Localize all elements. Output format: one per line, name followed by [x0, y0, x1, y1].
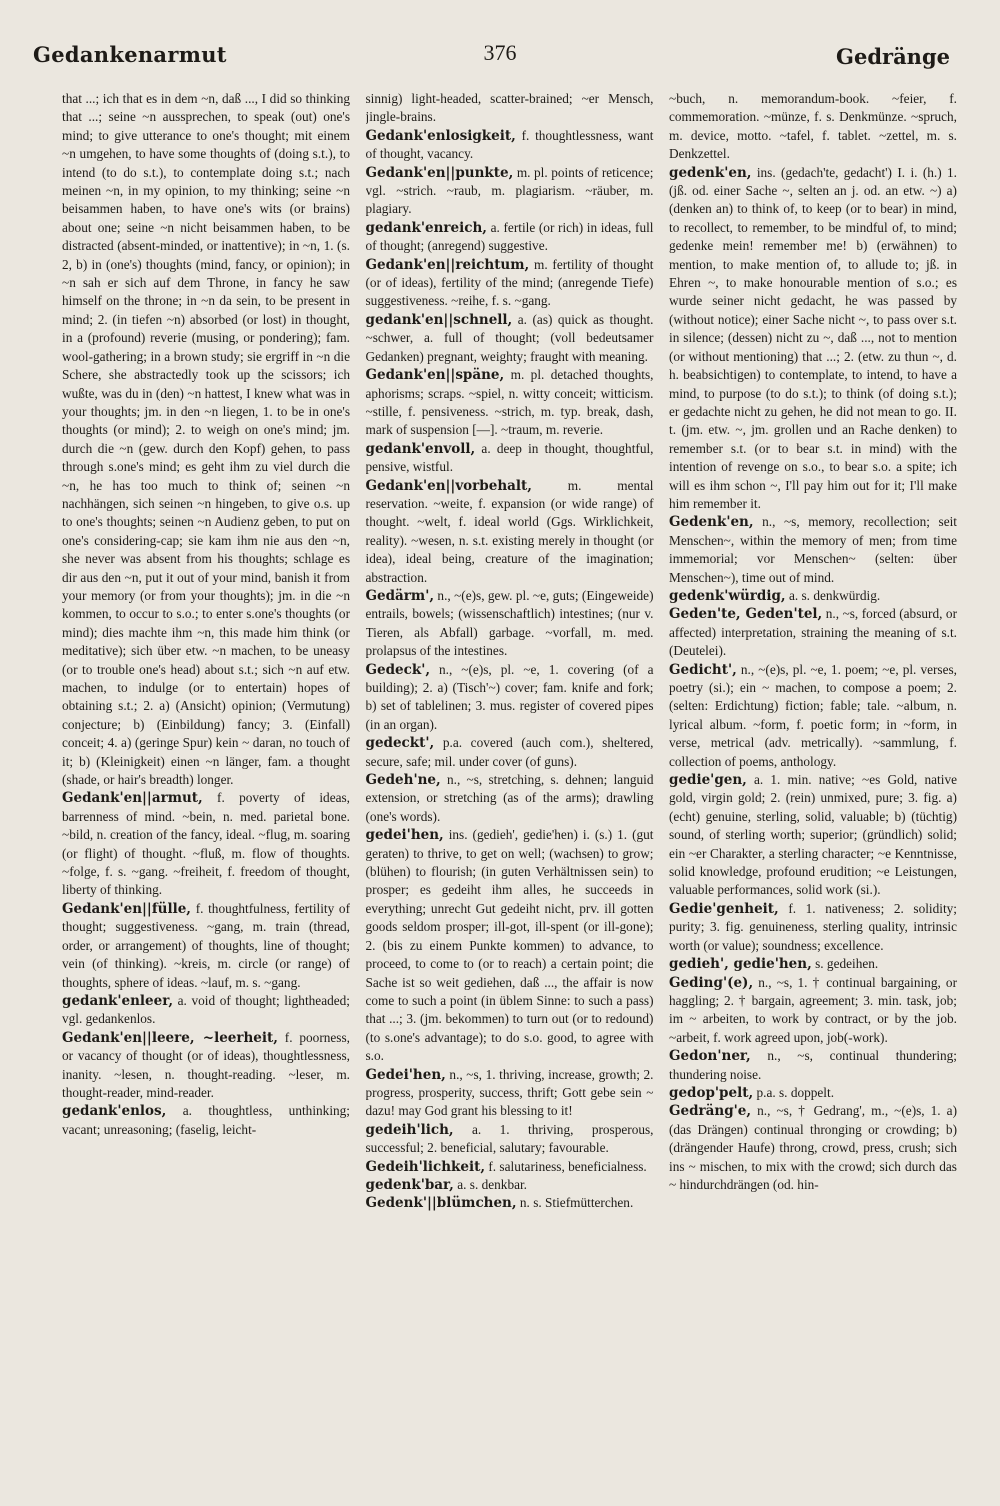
- dictionary-entry: [62, 789, 350, 899]
- dictionary-entry: [366, 90, 654, 127]
- entry-definition: a. s. denkwürdig.: [788, 587, 881, 603]
- entry-definition: f. 1. nativeness; 2. solidity; purity; 3. fig. genuineness, sterling quality, intrinsic worth (or value); soundness; excellence.: [669, 900, 957, 953]
- dictionary-entry: [669, 661, 957, 771]
- dictionary-entry: [366, 366, 654, 440]
- entry-headword: Geden'te, Geden'tel,: [669, 606, 823, 623]
- entry-definition: n., ~s, forced (absurd, or affected) interpretation, straining the meaning of s.t. (Deutelei).: [669, 606, 957, 659]
- entry-headword: Gedank'en||leere, ~leerheit,: [62, 1029, 278, 1046]
- entry-headword: Geding'(e),: [669, 974, 754, 991]
- dictionary-entry: [366, 219, 654, 256]
- entry-headword: Gedeck',: [365, 661, 431, 678]
- entry-headword: gedeih'lich,: [365, 1121, 454, 1138]
- dictionary-entry: [366, 440, 654, 477]
- entry-definition: n., ~s, stretching, s. dehnen; languid extension, or stretching (as of the arms); drawling (one's words).: [365, 772, 654, 824]
- entry-headword: Gedank'en||vorbehalt,: [365, 477, 532, 494]
- entry-definition: f. salutariness, beneficialness.: [488, 1158, 647, 1174]
- dictionary-entry: [62, 90, 350, 789]
- dictionary-entry: [669, 1084, 957, 1102]
- entry-headword: gedenk'en,: [669, 164, 752, 181]
- entry-definition: f. thoughtlessness, want of thought, vacancy.: [365, 127, 654, 162]
- dictionary-entry: [669, 771, 957, 900]
- dictionary-entry: [366, 311, 654, 366]
- dictionary-entry: [366, 1176, 654, 1194]
- dictionary-entry: [669, 164, 957, 514]
- entry-definition: n., ~(e)s, gew. pl. ~e, guts; (Eingeweide) entrails, bowels; (wissenschaftlich) intestines; (nur v. Tieren, als Abfall) garbage. ~vorfall, m. med. prolapsus of the intestines.: [365, 587, 654, 659]
- dictionary-entry: [669, 974, 957, 1048]
- entry-headword: Gedank'enlosigkeit,: [365, 127, 516, 144]
- dictionary-entry: [669, 90, 957, 164]
- entry-headword: Gedicht',: [669, 661, 737, 678]
- entry-definition: n., ~s, 1. † continual bargaining, or haggling; 2. † bargain, agreement; 3. min. task, job; im ~ arbeiten, to work by contract, or by the job. ~arbeit, f. work agreed upon, job(-work).: [669, 974, 957, 1045]
- dictionary-entry: [366, 771, 654, 826]
- entry-definition: n., ~(e)s, pl. ~e, 1. poem; ~e, pl. verses, poetry (si.); ein ~ machen, to compose a poem; 2. (selten: Erdichtung) fiction; fable; tale. ~album, n. lyrical album. ~form, f. poetic form; in ~form, in verse, metrical (adv. metrically). ~sammlung, f. collection of poems, anthology.: [669, 661, 957, 769]
- dictionary-entry: [669, 513, 957, 587]
- dictionary-entry: [62, 1102, 350, 1139]
- entry-headword: Gedenk'en,: [669, 514, 754, 531]
- entry-definition: n. s. Stiefmütterchen.: [519, 1195, 634, 1211]
- dictionary-entry: [366, 587, 654, 661]
- header-right-guideword: Gedränge: [836, 44, 950, 69]
- entry-definition: a. void of thought; lightheaded; vgl. gedankenlos.: [62, 992, 350, 1027]
- text-columns: [62, 90, 957, 1490]
- entry-definition: n., ~s, 1. thriving, increase, growth; 2. progress, prosperity, success, thrift; Gott gebe sein ~ dazu! may God grant his blessing to it!: [365, 1066, 654, 1119]
- entry-definition: n., ~(e)s, pl. ~e, 1. covering (of a building); 2. a) (Tisch'~) cover; fam. knife and fork; b) set of tablelinen; 3. mus. register of covered pipes (in an organ).: [365, 661, 654, 732]
- entry-headword: Gedank'en||armut,: [62, 790, 203, 807]
- entry-headword: Gedräng'e,: [669, 1103, 752, 1120]
- entry-headword: Gedeih'lichkeit,: [365, 1158, 486, 1175]
- entry-headword: Gedon'ner,: [669, 1048, 751, 1065]
- entry-headword: Gedärm',: [365, 587, 435, 604]
- dictionary-entry: [366, 826, 654, 1065]
- header-left-guideword: Gedankenarmut: [33, 42, 227, 67]
- dictionary-entry: [366, 661, 654, 735]
- dictionary-entry: [669, 587, 957, 605]
- dictionary-entry: [669, 900, 957, 955]
- entry-definition: n., ~s, continual thundering; thundering noise.: [669, 1048, 957, 1082]
- entry-headword: Gedei'hen,: [365, 1066, 446, 1083]
- entry-headword: gedenk'würdig,: [669, 587, 786, 604]
- dictionary-entry: [366, 1121, 654, 1158]
- entry-headword: gedank'enlos,: [62, 1103, 167, 1120]
- dictionary-entry: [62, 992, 350, 1029]
- entry-definition: f. thoughtfulness, fertility of thought; suggestiveness. ~gang, m. train (thread, order, or arrangement) of thoughts, line of thought; vein (of thinking). ~kreis, m. circle (or range) of thoughts, sphere of ideas. ~lauf, m. s. ~gang.: [62, 900, 350, 990]
- entry-headword: Gedeh'ne,: [365, 772, 441, 789]
- entry-headword: gedei'hen,: [365, 827, 444, 844]
- dictionary-entry: [366, 734, 654, 771]
- entry-definition: a. thoughtless, unthinking; vacant; unreasoning; (faselig, leicht-: [62, 1103, 350, 1137]
- entry-definition: sinnig) light-headed, scatter-brained; ~er Mensch, jingle-brains.: [365, 91, 654, 125]
- dictionary-entry: [62, 1029, 350, 1103]
- dictionary-entry: [366, 256, 654, 311]
- entry-definition: a. (as) quick as thought. ~schwer, a. full of thought; (voll bedeutsamer Gedanken) pregnant, weighty; fraught with meaning.: [365, 311, 654, 364]
- entry-headword: gedank'envoll,: [365, 440, 476, 457]
- entry-definition: ins. (gedach'te, gedacht') I. i. (h.) 1. (jß. od. einer Sache ~, selten an j. od. an etw. ~) a) (denken an) to think of, to keep (or to bear) in mind, to recollect, to remember, to be mindful of, to mind; gedenke mein! remember me! b) (erwähnen) to mention, to make mention of, to allude to; jß. in Ehren ~, to make honourable mention of s.o.; es wurde seiner nicht gedacht, he was passed by (without notice); einer Sache nicht ~, to pass over s.t. in silence; (dessen) nicht zu ~, daß ..., not to mention (or without mentioning) that ...; 2. (etw. zu thun ~, d. h. beabsichtigen) to contemplate, to intend, to have a mind, to purpose (to do s.t.); to think (of doing s.t.); er gedachte nicht zu gehen, he did not mean to go. II. t. (jm. etw. ~, jm. grollen und an Rache denken) to remember s.t. (or to bear s.t. in mind) with the intention of revenge on s.o., to bear s.o. a spite; ich will es ihm schon ~, I'll pay him out for it; I'll make him remember it.: [669, 164, 957, 511]
- entry-headword: Gedank'en||punkte,: [365, 164, 514, 181]
- entry-definition: f. poverty of ideas, barrenness of mind. ~bein, n. med. parietal bone. ~bild, n. creation of the fancy, ideal. ~flug, m. soaring (or flight) of thought. ~fluß, m. flow of thoughts. ~folge, f. s. ~gang. ~freiheit, f. freedom of thought, liberty of thinking.: [62, 790, 350, 898]
- entry-definition: n., ~s, memory, recollection; seit Menschen~, within the memory of men; from time immemorial; vor Menschen~ (selten: über Menschen~), time out of mind.: [669, 514, 957, 585]
- entry-definition: m. mental reservation. ~weite, f. expansion (or wide range) of thought. ~welt, f. ideal world (Ggs. Wirklichkeit, reality). ~wesen, n. s.t. existing merely in thought (or idea), ideal being, creature of the imagination; abstraction.: [365, 477, 654, 585]
- entry-definition: that ...; ich that es in dem ~n, daß ..., I did so thinking that ...; seine ~n aussprechen, to speak (out) one's mind; to give utterance to one's thought; mit einem ~n umgehen, to have some thoughts of (doing s.t.), to intend (to do s.t.), to contemplate doing s.t.; nach meinen ~n, in my opinion, to my thinking; seine ~n beisammen haben, to have one's wits (or brains) about one; seine ~n nicht beisammen haben, to be distracted (absent-minded, or inattentive); in ~n, 1. (s. 2, b) in (one's) thoughts (mind, fancy, or opinion); in ~n sah er sich auf dem Throne, in fancy he saw himself on the throne; in ~n da sein, to be present in mind; 2. (in tiefen ~n) absorbed (or lost) in thought, in a (profound) reverie (musing, or pondering); fam. wool-gathering; in a brown study; sie ergriff in ~n die Schere, she abstractedly took up the scissors; ich wußte, was du in (den) ~n hattest, I knew what was in your thoughts; jm. in den ~n liegen, 1. to be in one's thoughts (or mind); 2. to weigh on one's mind; jm. durch die ~n (gew. durch den Kopf) gehen, to pass through s.one's mind; es geht ihm zu viel durch die ~n, he has too much to think of; seinen ~n nachhängen, sich seinen ~n hingeben, to give o.s. up to one's thoughts; seinen ~n Audienz geben, to put on one's considering-cap; sie kam ihm nie aus den ~n, she never was absent from his thoughts; schlage es dir aus den ~n, put it out of your mind, banish it from your memory (or from your thoughts); jm. in die ~n kommen, to occur to s.o.; to enter s.one's thoughts (or mind); dies machte ihm ~n, this made him think (or meditative); sich über etw. ~n machen, to be uneasy (or to trouble one's head) about s.t.; sich ~n auf etw. machen, to indulge (or to entertain) hopes of obtaining s.t.; 2. a) (Ansicht) opinion; (Vermutung) conjecture; b) (Einbildung) fancy; 3. (Einfall) conceit; 4. a) (geringe Spur) kein ~ daran, no touch of it; b) (Kleinigkeit) einen ~n länger, fam. a thought (shade, or hair's breadth) longer.: [62, 91, 350, 788]
- entry-headword: gedenk'bar,: [365, 1176, 454, 1193]
- entry-headword: gedeckt',: [365, 735, 435, 752]
- entry-headword: gedieh', gedie'hen,: [669, 956, 812, 973]
- entry-headword: Gedie'genheit,: [669, 900, 779, 917]
- entry-headword: gedank'enleer,: [62, 992, 174, 1009]
- dictionary-entry: [669, 955, 957, 973]
- column-3: [669, 90, 957, 1490]
- dictionary-entry: [366, 1158, 654, 1176]
- entry-definition: p.a. covered (auch com.), sheltered, secure, safe; mil. under cover (of guns).: [365, 735, 654, 769]
- entry-headword: Gedank'en||reichtum,: [365, 256, 530, 273]
- entry-definition: m. fertility of thought (or of ideas), fertility of the mind; (anregende Tiefe) suggestiveness. ~reihe, f. s. ~gang.: [365, 256, 654, 309]
- entry-headword: Gedenk'||blümchen,: [365, 1195, 517, 1212]
- dictionary-entry: [669, 1102, 957, 1194]
- entry-headword: Gedank'en||späne,: [365, 367, 505, 384]
- entry-definition: a. 1. min. native; ~es Gold, native gold, virgin gold; 2. (rein) unmixed, pure; 3. fig. a) (echt) genuine, sterling, solid, valuable; b) (tüchtig) sound, of sterling worth; superior; (gründlich) solid; ein ~er Charakter, a sterling character; ~e Kenntnisse, solid knowledge, profound erudition; ~e Leistungen, valuable performances, solid work (si.).: [669, 772, 957, 898]
- entry-headword: gedie'gen,: [669, 772, 747, 789]
- dictionary-entry: [366, 1194, 654, 1212]
- entry-definition: p.a. s. doppelt.: [756, 1084, 835, 1100]
- dictionary-entry: [366, 164, 654, 219]
- entry-definition: a. fertile (or rich) in ideas, full of thought; (anregend) suggestive.: [365, 219, 654, 254]
- entry-headword: gedank'enreich,: [365, 219, 487, 236]
- dictionary-entry: [62, 900, 350, 992]
- entry-definition: a. 1. thriving, prosperous, successful; 2. beneficial, salutary; favourable.: [365, 1121, 654, 1156]
- entry-definition: a. s. denkbar.: [457, 1176, 528, 1192]
- entry-definition: m. pl. points of reticence; vgl. ~strich. ~raub, m. plagiarism. ~räuber, m. plagiary.: [365, 164, 654, 217]
- entry-definition: a. deep in thought, thoughtful, pensive, wistful.: [365, 440, 654, 475]
- entry-definition: ins. (gedieh', gedie'hen) i. (s.) 1. (gut geraten) to thrive, to get on well; (wachsen) to grow; (blühen) to flourish; (in guten Verhältnissen sein) to prosper; es gedeiht ihm alles, he succeeds in everything; unrecht Gut gedeiht nicht, prv. ill gotten goods seldom prosper; ill-got, ill-spent (or ill-gone); 2. (bis zu einem Punkte kommen) to advance, to proceed, to come to (or to reach) a certain point; die Sache ist so weit gediehen, daß ..., the affair is now come to such a point (in üblem Sinne: to such a pass) that ...; 3. (jm. bekommen) to turn out (or to redound) (to s.one's advantage); to do s.o. good, to agree with s.o.: [365, 827, 654, 1064]
- running-header: [0, 0, 1000, 80]
- entry-definition: ~buch, n. memorandum-book. ~feier, f. commemoration. ~münze, f. s. Denkmünze. ~spruch, m. device, motto. ~tafel, f. tablet. ~zettel, m. s. Denkzettel.: [669, 91, 957, 162]
- entry-headword: gedop'pelt,: [669, 1084, 754, 1101]
- entry-definition: n., ~s, † Gedrang', m., ~(e)s, 1. a) (das Drängen) continual thronging or crowding; b) (drängender Haufe) throng, crowd, press, crush; sich ins ~ mischen, to mix with the crowd; sich durch das ~ hindurchdrängen (od. hin-: [669, 1103, 957, 1192]
- dictionary-entry: [669, 605, 957, 660]
- entry-definition: m. pl. detached thoughts, aphorisms; scraps. ~spiel, n. witty conceit; witticism. ~stille, f. pensiveness. ~strich, m. typ. break, dash, mark of suspension [—]. ~traum, m. reverie.: [365, 367, 654, 438]
- dictionary-entry: [366, 1066, 654, 1121]
- column-2: [366, 90, 654, 1490]
- page-number: 376: [483, 40, 517, 65]
- dictionary-entry: [366, 477, 654, 587]
- entry-definition: s. gedeihen.: [815, 956, 879, 972]
- entry-headword: Gedank'en||fülle,: [62, 900, 192, 917]
- dictionary-entry: [669, 1047, 957, 1084]
- entry-headword: gedank'en||schnell,: [365, 311, 513, 328]
- column-1: [62, 90, 350, 1490]
- entry-definition: f. poorness, or vacancy of thought (or of ideas), thoughtlessness, inanity. ~lesen, n. thought-reading. ~leser, m. thought-reader, mind-reader.: [62, 1029, 350, 1100]
- dictionary-entry: [366, 127, 654, 164]
